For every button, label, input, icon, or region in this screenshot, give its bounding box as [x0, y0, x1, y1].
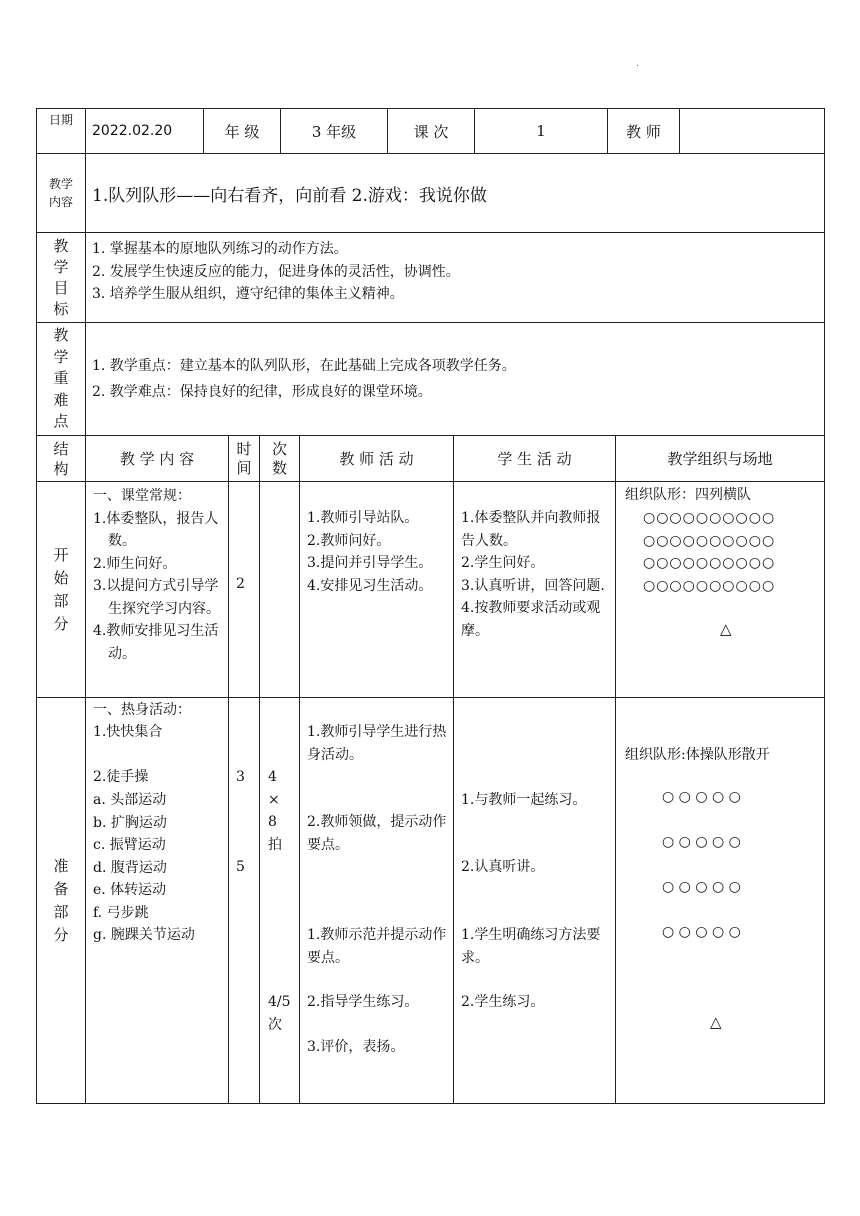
prep-time-cell: [228, 697, 260, 1104]
prep-label-cell: [36, 697, 86, 1104]
start-label-3: 部: [53, 591, 69, 610]
prep-sub-item: d. 腹背运动: [93, 859, 167, 876]
prep-time-1: 3: [236, 769, 245, 785]
th-structure-1: 结: [53, 439, 69, 458]
goals-label-cell: [36, 232, 86, 323]
th-teacher: 教 师 活 动: [339, 450, 414, 468]
teacher-position-triangle: △: [710, 1013, 722, 1031]
prep-label-4: 分: [53, 925, 69, 944]
date-label-cell: [36, 108, 86, 154]
prep-sub-item: b. 扩胸运动: [93, 814, 167, 831]
content-text-cell: [85, 153, 825, 233]
grade-value-cell: [280, 108, 388, 154]
prep-count-1-part: 拍: [268, 836, 282, 853]
th-time-2: 间: [236, 458, 252, 477]
goals-label-1: 教: [53, 236, 69, 255]
th-structure-2: 构: [53, 459, 69, 478]
prep-count-1-part: 8: [268, 814, 277, 830]
teacher-label: 教 师: [626, 122, 661, 141]
start-student-cell: [453, 481, 616, 698]
keypoint-item: 1. 教学重点：建立基本的队列队形，在此基础上完成各项教学任务。: [92, 358, 516, 374]
prep-student-item: 2.学生练习。: [461, 994, 545, 1010]
start-time-cell: [228, 481, 260, 698]
lesson-value: 1: [536, 122, 546, 140]
prep-count-cell: [259, 697, 300, 1104]
start-content-item: 2.师生问好。: [93, 555, 177, 572]
prep-student-item: 2.认真听讲。: [461, 859, 545, 875]
date-value: 2022.02.20: [92, 123, 173, 139]
th-student-cell: [453, 435, 616, 482]
prep-count-2-part: 次: [268, 1016, 282, 1033]
th-count-1: 次: [271, 439, 287, 458]
formation-row: ○○○○○○○○○○: [643, 577, 776, 594]
grade-value: 3 年级: [311, 122, 357, 141]
page-mark: .: [636, 58, 640, 69]
start-teacher-cell: [299, 481, 454, 698]
formation-row: ○ ○ ○ ○ ○: [662, 834, 741, 850]
prep-count-1-part: ×: [268, 791, 280, 808]
keypoints-label-3: 重: [53, 369, 69, 388]
th-student: 学 生 活 动: [497, 450, 572, 468]
goal-item: 1. 掌握基本的原地队列练习的动作方法。: [92, 241, 348, 257]
prep-content-title: 一、热身活动：: [93, 702, 191, 718]
start-teacher-item: 3.提问并引导学生。: [307, 555, 433, 571]
prep-sub-item: f. 弓步跳: [93, 904, 149, 921]
prep-org-title: 组织队形:体操队形散开: [625, 747, 770, 763]
prep-count-2-part: 4/5: [268, 994, 291, 1010]
th-structure-cell: [36, 435, 86, 482]
prep-teacher-item: 1.教师示范并提示动作要点。: [307, 927, 447, 966]
goal-item: 2. 发展学生快速反应的能力，促进身体的灵活性，协调性。: [92, 263, 460, 280]
prep-sub-item: e. 体转运动: [93, 882, 167, 898]
grade-label-cell: [203, 108, 281, 154]
prep-teacher-item: 1.教师引导学生进行热身活动。: [307, 724, 447, 763]
th-org: 教学组织与场地: [667, 450, 773, 468]
grade-label: 年 级: [224, 122, 260, 141]
th-time-1: 时: [236, 439, 252, 458]
start-teacher-item: 2.教师问好。: [307, 532, 391, 549]
prep-teacher-item: 2.指导学生练习。: [307, 994, 419, 1010]
goal-item: 3. 培养学生服从组织，遵守纪律的集体主义精神。: [92, 286, 404, 302]
start-content-cell: [85, 481, 229, 698]
teacher-value-cell: [679, 108, 825, 154]
th-content: 教 学 内 容: [119, 450, 195, 468]
start-student-item: 3.认真听讲，回答问题.: [461, 577, 605, 594]
prep-student-cell: [453, 697, 616, 1104]
prep-content-cell: [85, 697, 229, 1104]
start-content-item: 3.以提问方式引导学生探究学习内容。: [93, 578, 220, 617]
prep-count-1: [268, 766, 282, 856]
lesson-value-cell: [474, 108, 608, 154]
prep-time-2: 5: [236, 859, 245, 875]
prep-teacher-item: 2.教师领做，提示动作要点。: [307, 814, 447, 853]
th-count-2: 数: [271, 458, 287, 477]
goals-label-4: 标: [53, 299, 69, 318]
date-value-cell: [85, 108, 204, 154]
start-org-cell: [615, 481, 825, 698]
keypoints-label-1: 教: [53, 326, 69, 345]
keypoints-label-4: 难: [53, 390, 69, 409]
formation-row: ○○○○○○○○○○: [643, 510, 776, 526]
lesson-label: 课 次: [413, 122, 449, 141]
prep-count-2: [268, 991, 291, 1036]
keypoints-label-cell: [36, 322, 86, 436]
goals-label-3: 目: [53, 278, 69, 297]
content-label-2: 内容: [48, 195, 73, 209]
th-time-cell: [228, 435, 260, 482]
start-student-item: 4.按教师要求活动或观摩。: [461, 600, 601, 639]
start-label-cell: [36, 481, 86, 698]
formation-row: ○ ○ ○ ○ ○: [662, 924, 741, 940]
keypoints-label-5: 点: [53, 412, 69, 431]
prep-label-2: 备: [53, 879, 69, 898]
prep-sub-item: c. 振臂运动: [93, 837, 166, 853]
date-label: 日期: [48, 113, 73, 127]
prep-student-item: 1.学生明确练习方法要求。: [461, 927, 601, 966]
start-count-cell: [259, 481, 300, 698]
prep-teacher-item: 3.评价，表扬。: [307, 1039, 405, 1055]
teacher-position-triangle: △: [720, 620, 732, 638]
th-content-cell: [85, 435, 229, 482]
start-time: 2: [236, 576, 245, 592]
prep-label-1: 准: [53, 856, 69, 875]
prep-content-sublist: [93, 789, 195, 947]
teacher-label-cell: [607, 108, 680, 154]
keypoints-label-2: 学: [53, 347, 69, 366]
start-content-item: 1.体委整队，报告人数。: [93, 510, 219, 549]
prep-teacher-cell: [299, 697, 454, 1104]
start-label-2: 始: [53, 568, 69, 587]
start-label-1: 开: [53, 545, 69, 564]
prep-count-1-part: 4: [268, 769, 277, 785]
th-org-cell: [615, 435, 825, 482]
content-label-cell: [36, 153, 86, 233]
formation-four-rows: [643, 507, 775, 597]
formation-row: ○ ○ ○ ○ ○: [662, 879, 741, 895]
start-teacher-item: 4.安排见习生活动。: [307, 577, 433, 594]
th-teacher-cell: [299, 435, 454, 482]
goals-label-2: 学: [53, 257, 69, 276]
prep-content-item: 1.快快集合: [93, 724, 163, 740]
goals-text-cell: [85, 232, 825, 323]
prep-label-3: 部: [53, 902, 69, 921]
th-count-cell: [259, 435, 300, 482]
prep-org-cell: [615, 697, 825, 1104]
start-content-title: 一、课堂常规：: [93, 488, 191, 504]
prep-sub-item: a. 头部运动: [93, 792, 167, 808]
content-text: 1.队列队形——向右看齐，向前看 2.游戏：我说你做: [92, 185, 487, 206]
formation-row: ○○○○○○○○○○: [643, 555, 776, 571]
keypoints-text-cell: [85, 322, 825, 436]
start-label-4: 分: [53, 614, 69, 633]
start-student-item: 2.学生问好。: [461, 555, 545, 571]
start-student-item: 1.体委整队并向教师报告人数。: [461, 510, 601, 549]
formation-row: ○ ○ ○ ○ ○: [662, 789, 741, 805]
content-label-1: 教学: [48, 177, 73, 191]
start-content-item: 4.教师安排见习生活动。: [93, 623, 219, 662]
lesson-label-cell: [387, 108, 475, 154]
prep-student-item: 1.与教师一起练习。: [461, 792, 587, 808]
prep-sub-item: g. 腕踝关节运动: [93, 927, 195, 943]
start-teacher-item: 1.教师引导站队。: [307, 510, 419, 526]
prep-content-item: 2.徒手操: [93, 769, 149, 785]
start-org-title: 组织队形：四列横队: [625, 487, 751, 503]
keypoint-item: 2. 教学难点：保持良好的纪律，形成良好的课堂环境。: [92, 384, 432, 400]
formation-row: ○○○○○○○○○○: [643, 532, 776, 549]
